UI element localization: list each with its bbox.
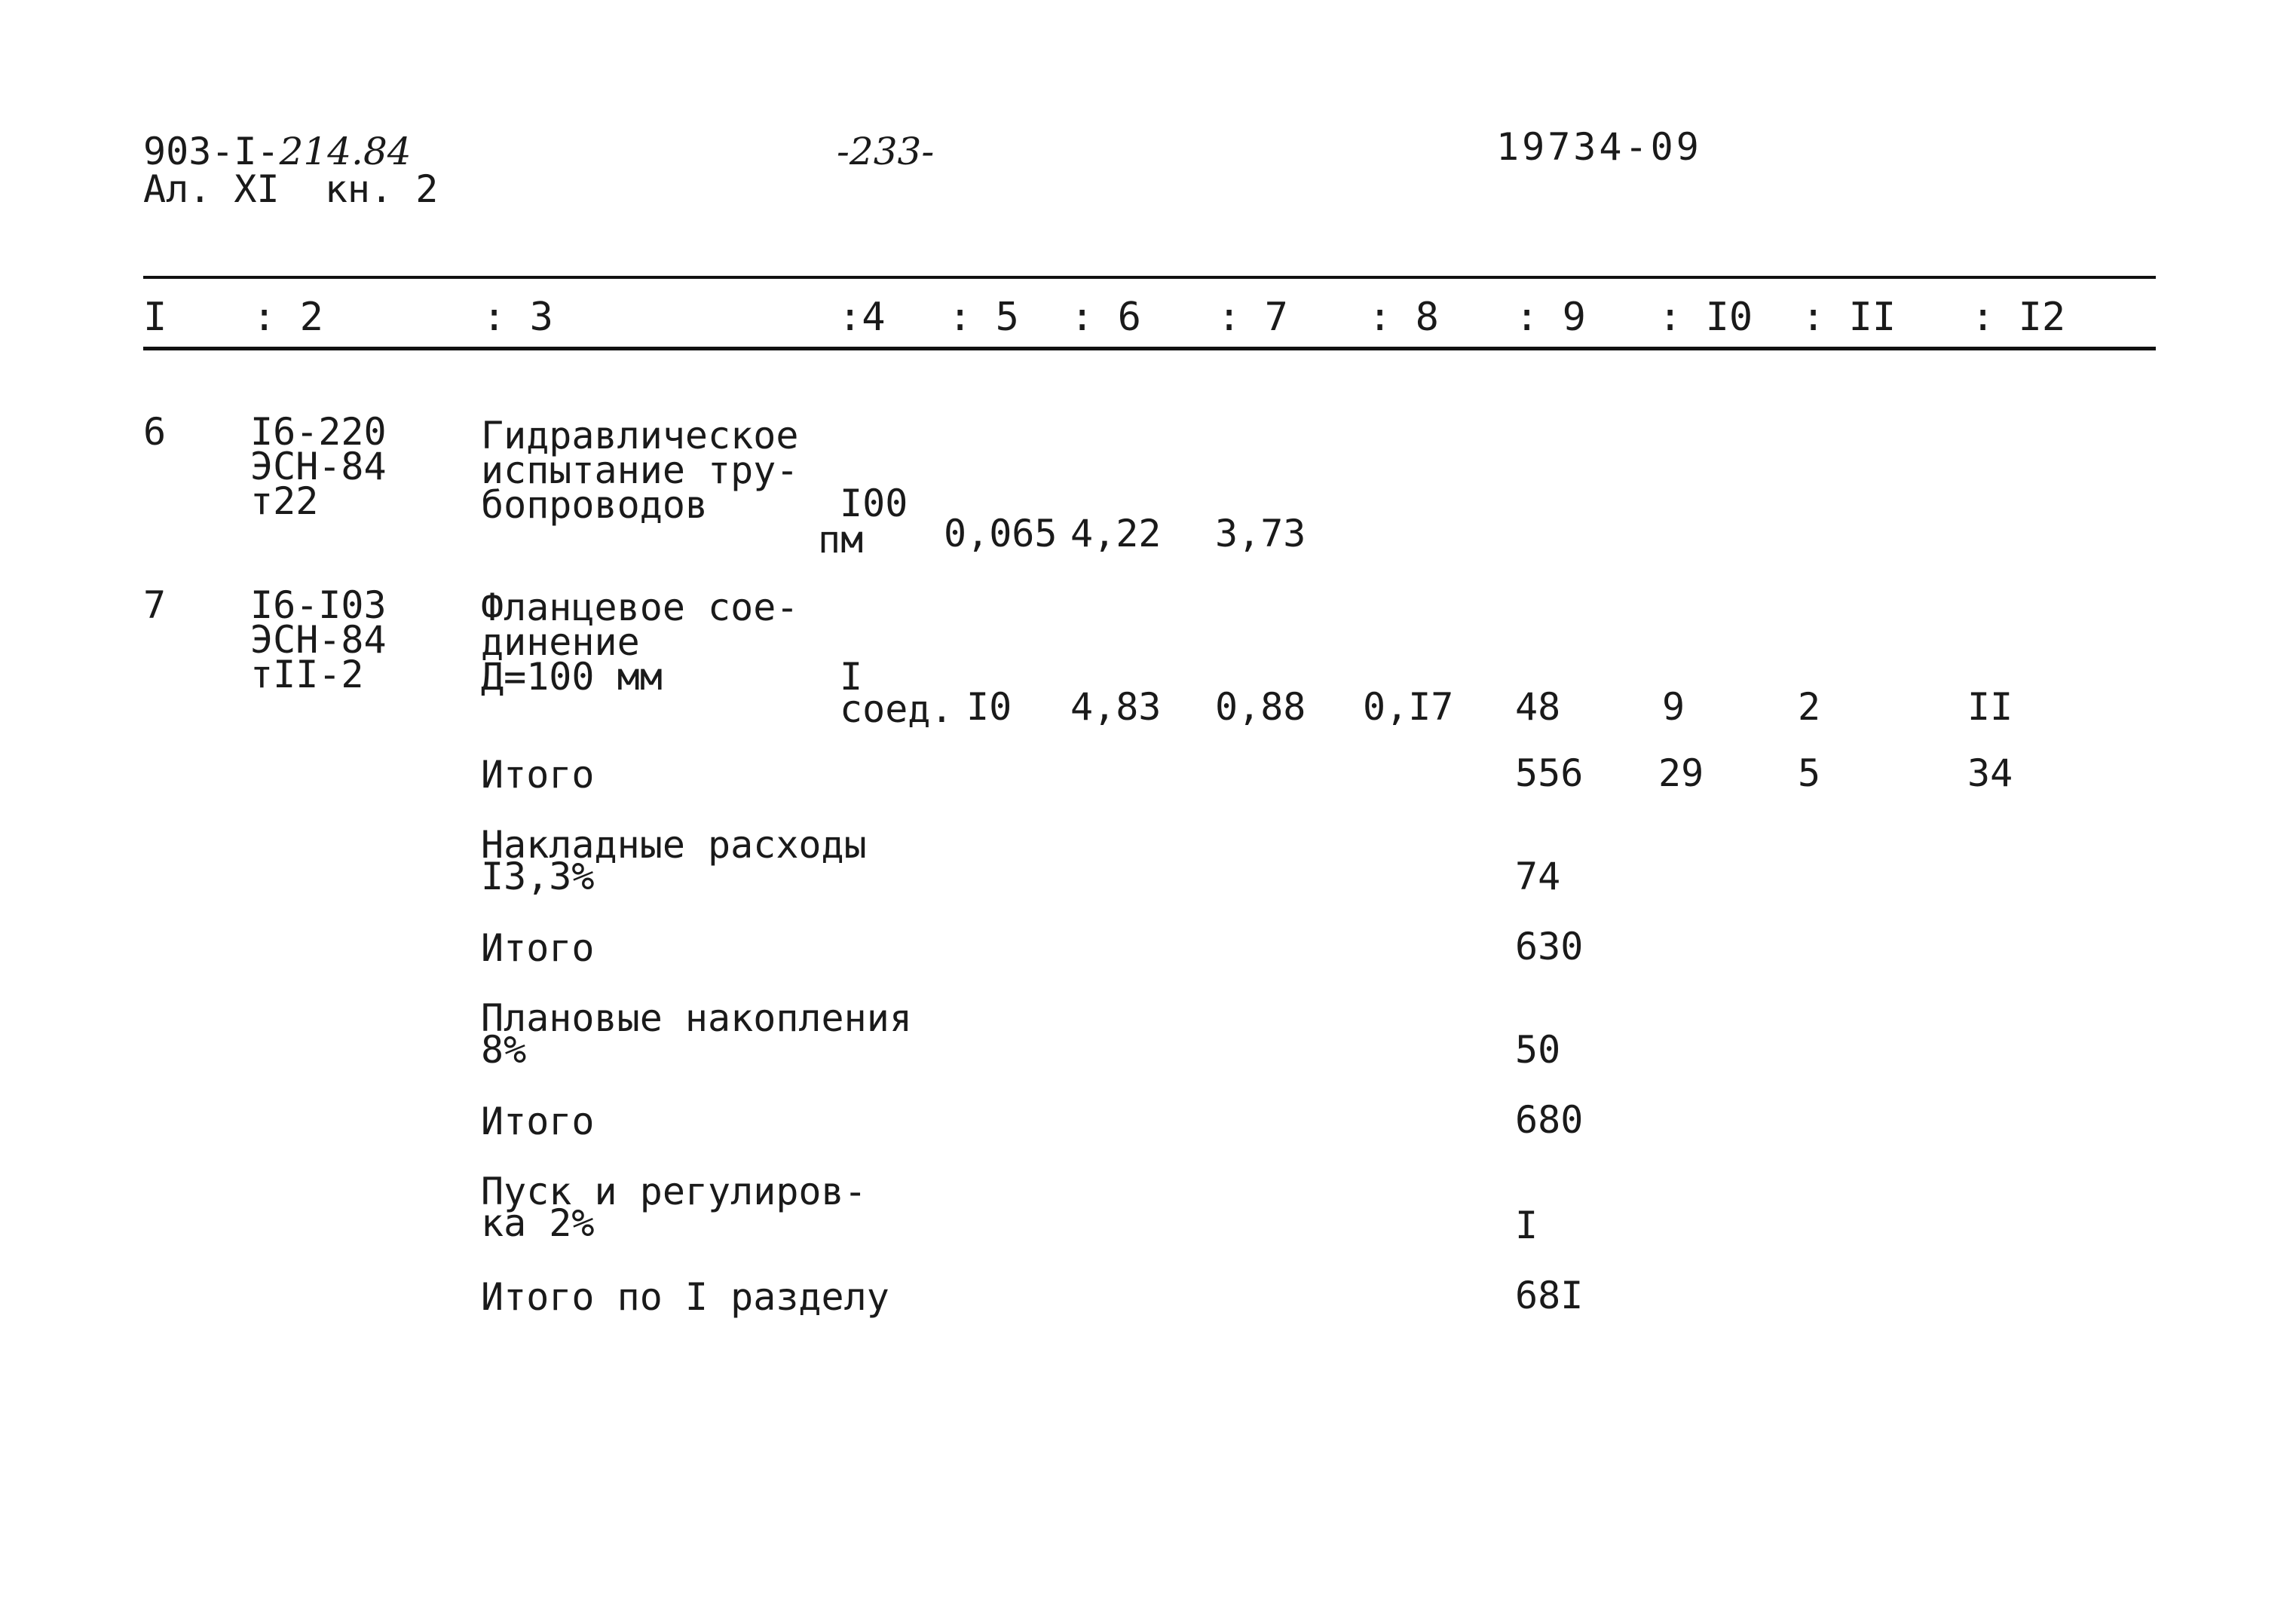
total-value: 630 xyxy=(1515,925,1584,968)
cell-col-8: 0,I7 xyxy=(1363,685,1454,729)
page-number: -233- xyxy=(837,130,935,173)
unit-quantity: I00 xyxy=(840,482,908,525)
cell-col-7: 0,88 xyxy=(1215,685,1306,729)
document-code-print: 903-I- xyxy=(143,130,280,173)
total-value: 680 xyxy=(1515,1098,1584,1142)
cell-col-12: II xyxy=(1967,685,2013,729)
total-label: Итого xyxy=(481,926,595,970)
col-2: : 2 xyxy=(253,295,323,340)
cell-col-6: 4,83 xyxy=(1070,685,1162,729)
cell-col-9: 48 xyxy=(1515,685,1561,729)
cell-col-5: I0 xyxy=(966,685,1012,729)
work-description-line: испытание тру- xyxy=(481,448,799,492)
col-5: : 5 xyxy=(948,295,1019,340)
section-total-value: 68I xyxy=(1515,1274,1584,1317)
col-7: : 7 xyxy=(1217,295,1288,340)
overhead-rate: I3,3% xyxy=(481,855,595,898)
header-rule xyxy=(143,347,2156,350)
overhead-value: 74 xyxy=(1515,855,1561,898)
commissioning-label: Пуск и регулиров- xyxy=(481,1170,867,1213)
overhead-label: Накладные расходы xyxy=(481,823,867,867)
total-col-10: 29 xyxy=(1658,751,1704,795)
col-12: : I2 xyxy=(1971,295,2066,340)
work-description-line: Фланцевое сое- xyxy=(481,586,799,629)
document-code-handwritten: 214.84 xyxy=(279,130,412,173)
total-col-9: 556 xyxy=(1515,751,1584,795)
work-description-line: бопроводов xyxy=(481,483,709,527)
norm-code-line: т22 xyxy=(250,479,319,523)
section-total-label: Итого по I разделу xyxy=(481,1275,889,1319)
col-1: I xyxy=(143,295,167,340)
norm-code-line: I6-I03 xyxy=(250,583,387,627)
work-description-line: динение xyxy=(481,620,640,664)
total-col-11: 5 xyxy=(1798,751,1821,795)
col-4: :4 xyxy=(838,295,886,340)
planned-savings-value: 50 xyxy=(1515,1028,1561,1072)
document-code xyxy=(143,130,412,173)
cell-col-10: 9 xyxy=(1662,685,1685,729)
norm-code-line: тII-2 xyxy=(250,653,364,696)
unit-quantity: I xyxy=(840,655,863,699)
col-10: : I0 xyxy=(1658,295,1753,340)
planned-savings-rate: 8% xyxy=(481,1028,527,1072)
commissioning-rate: ка 2% xyxy=(481,1201,595,1245)
commissioning-value: I xyxy=(1515,1204,1538,1247)
total-label: Итого xyxy=(481,1100,595,1143)
col-8: : 8 xyxy=(1368,295,1439,340)
planned-savings-label: Плановые накопления xyxy=(481,996,912,1040)
row-number: 6 xyxy=(143,410,167,454)
row-number: 7 xyxy=(143,583,167,627)
unit-name: пм xyxy=(818,518,864,561)
col-9: : 9 xyxy=(1515,295,1586,340)
inventory-stamp: 19734-09 xyxy=(1496,125,1702,169)
work-description-line: Д=100 мм xyxy=(481,655,663,699)
norm-code-line: I6-220 xyxy=(250,410,387,454)
cell-col-7: 3,73 xyxy=(1215,512,1306,555)
album-book-label: Ал. XI кн. 2 xyxy=(143,167,439,211)
col-6: : 6 xyxy=(1070,295,1141,340)
cell-col-6: 4,22 xyxy=(1070,512,1162,555)
total-col-12: 34 xyxy=(1967,751,2013,795)
norm-code-line: ЭСН-84 xyxy=(250,445,387,488)
norm-code-line: ЭСН-84 xyxy=(250,618,387,662)
col-11: : II xyxy=(1802,295,1896,340)
cell-col-5: 0,065 xyxy=(944,512,1058,555)
work-description-line: Гидравлическое xyxy=(481,414,799,457)
unit-name: соед. xyxy=(840,687,954,731)
col-3: : 3 xyxy=(482,295,553,340)
cell-col-11: 2 xyxy=(1798,685,1821,729)
top-rule xyxy=(143,276,2156,279)
total-label: Итого xyxy=(481,753,595,797)
